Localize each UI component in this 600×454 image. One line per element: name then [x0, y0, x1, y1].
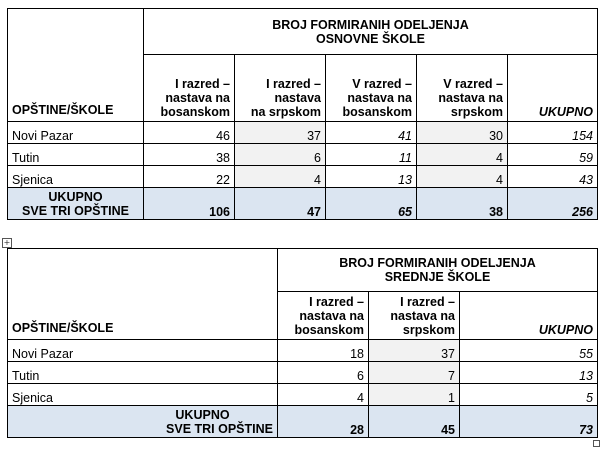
value-cell: 4 — [417, 166, 508, 188]
total-value: 47 — [235, 188, 326, 220]
total-cell: 59 — [508, 144, 598, 166]
title-line-1: BROJ FORMIRANIH ODELJENJA — [339, 256, 536, 270]
value-cell: 18 — [278, 340, 369, 362]
total-cell: 55 — [460, 340, 598, 362]
value-cell: 30 — [417, 122, 508, 144]
title-line-2: OSNOVNE ŠKOLE — [315, 31, 426, 46]
value-cell: 37 — [235, 122, 326, 144]
value-cell: 38 — [144, 144, 235, 166]
grand-total: 73 — [460, 406, 598, 438]
value-cell: 22 — [144, 166, 235, 188]
value-cell: 7 — [369, 362, 460, 384]
total-cell: 13 — [460, 362, 598, 384]
row-header-municipalities: OPŠTINE/ŠKOLE — [8, 249, 278, 340]
value-cell: 11 — [326, 144, 417, 166]
municipality-name: Sjenica — [8, 384, 278, 406]
column-header: I razred – nastava na srpskom — [369, 292, 460, 340]
municipality-name: Novi Pazar — [8, 122, 144, 144]
table-secondary-schools — [7, 248, 598, 438]
total-value: 106 — [144, 188, 235, 220]
total-row — [8, 188, 598, 220]
column-header: V razred – nastava na srpskom — [417, 55, 508, 122]
move-handle-icon[interactable]: + — [3, 238, 11, 247]
title-line-1: BROJ FORMIRANIH ODELJENJA — [272, 17, 469, 32]
total-row-label: UKUPNO SVE TRI OPŠTINE — [8, 188, 144, 220]
resize-handle-icon[interactable] — [593, 440, 600, 447]
municipality-name: Sjenica — [8, 166, 144, 188]
row-header-municipalities: OPŠTINE/ŠKOLE — [8, 9, 144, 122]
value-cell: 37 — [369, 340, 460, 362]
value-cell: 41 — [326, 122, 417, 144]
table-primary-schools — [7, 8, 598, 220]
total-value: 65 — [326, 188, 417, 220]
total-row-label: UKUPNO SVE TRI OPŠTINE — [8, 406, 278, 438]
column-header: I razred – nastava na bosanskom — [144, 55, 235, 122]
total-value: 28 — [278, 406, 369, 438]
value-cell: 4 — [417, 144, 508, 166]
column-header: I razred – nastava na bosanskom — [278, 292, 369, 340]
total-value: 38 — [417, 188, 508, 220]
total-row — [8, 406, 598, 438]
value-cell: 46 — [144, 122, 235, 144]
table-row — [8, 340, 598, 362]
value-cell: 13 — [326, 166, 417, 188]
total-cell: 43 — [508, 166, 598, 188]
table-title — [278, 249, 598, 292]
column-header-total: UKUPNO — [508, 55, 598, 122]
municipality-name: Tutin — [8, 362, 278, 384]
total-cell: 154 — [508, 122, 598, 144]
title-line-2: SREDNJE ŠKOLE — [384, 270, 491, 284]
municipality-name: Tutin — [8, 144, 144, 166]
table-row — [8, 384, 598, 406]
total-cell: 5 — [460, 384, 598, 406]
value-cell: 4 — [278, 384, 369, 406]
table-row — [8, 166, 598, 188]
column-header-total: UKUPNO — [460, 292, 598, 340]
table-title — [144, 9, 598, 55]
grand-total: 256 — [508, 188, 598, 220]
column-header: I razred – nastava na srpskom — [235, 55, 326, 122]
table-row — [8, 362, 598, 384]
value-cell: 6 — [278, 362, 369, 384]
table-row — [8, 122, 598, 144]
total-value: 45 — [369, 406, 460, 438]
value-cell: 1 — [369, 384, 460, 406]
value-cell: 4 — [235, 166, 326, 188]
value-cell: 6 — [235, 144, 326, 166]
column-header: V razred – nastava na bosanskom — [326, 55, 417, 122]
table-row — [8, 144, 598, 166]
municipality-name: Novi Pazar — [8, 340, 278, 362]
